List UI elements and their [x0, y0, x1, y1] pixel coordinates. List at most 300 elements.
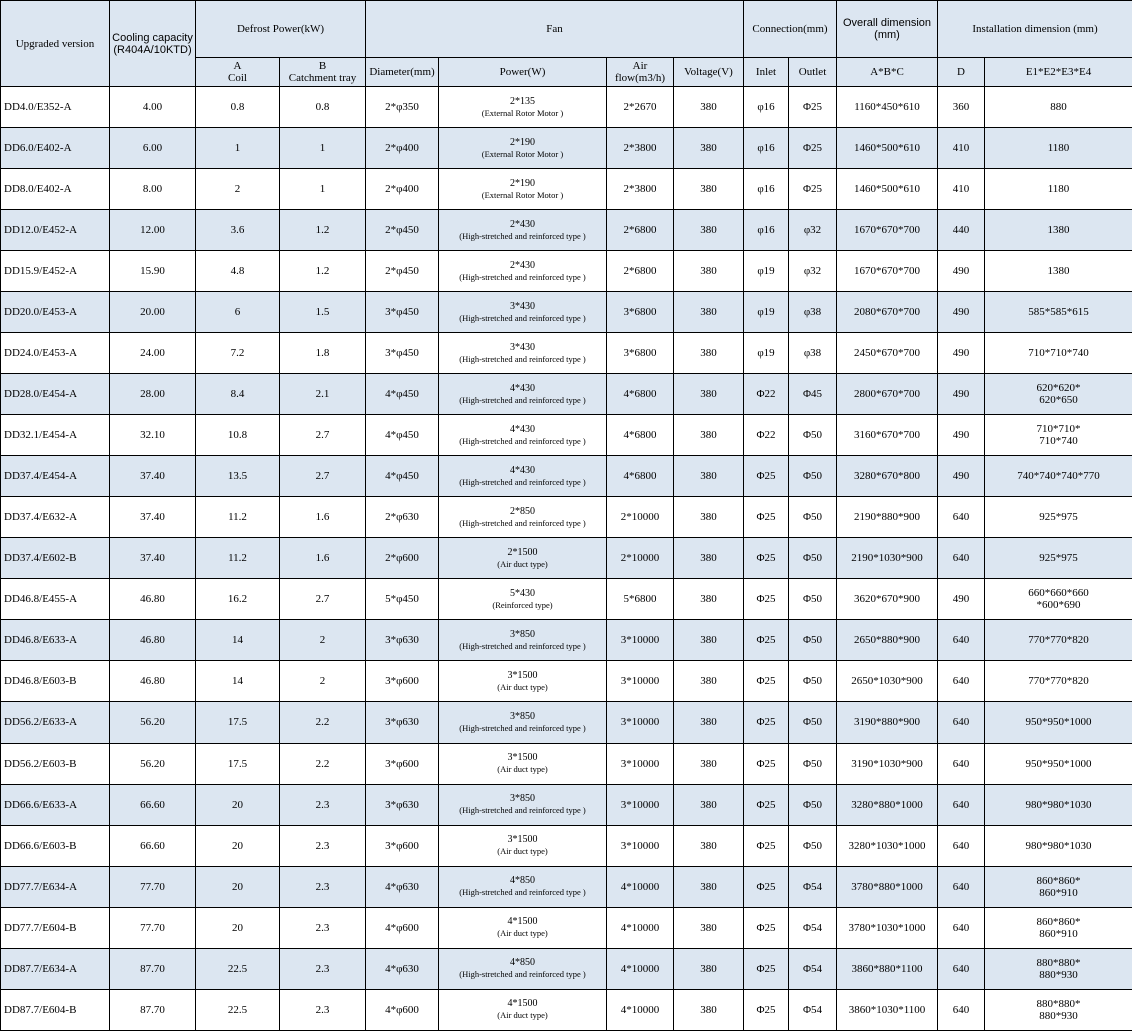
cell-fan-power [439, 415, 607, 456]
cell-capacity: 4.00 [110, 87, 196, 128]
cell-install-d: 410 [938, 169, 985, 210]
cell-defrost-tray: 1.2 [280, 251, 366, 292]
cell-model: DD8.0/E402-A [1, 169, 110, 210]
fan-power-value: 2*430 [510, 259, 535, 271]
cell-fan-diameter: 5*φ450 [366, 579, 439, 620]
cell-defrost-tray: 1.6 [280, 497, 366, 538]
cell-outlet: Φ50 [789, 620, 837, 661]
cell-install-d: 640 [938, 661, 985, 702]
table-row [1, 292, 1132, 333]
cell-voltage: 380 [674, 620, 744, 661]
cell-defrost-coil: 20 [196, 825, 280, 866]
cell-install-e: 620*620* 620*650 [985, 374, 1132, 415]
cell-model: DD6.0/E402-A [1, 128, 110, 169]
cell-voltage: 380 [674, 456, 744, 497]
cell-fan-power [439, 989, 607, 1030]
cell-defrost-coil: 20 [196, 784, 280, 825]
cell-overall: 1670*670*700 [837, 251, 938, 292]
cell-overall: 3860*880*1100 [837, 948, 938, 989]
cell-defrost-coil: 22.5 [196, 989, 280, 1030]
cell-install-d: 490 [938, 251, 985, 292]
cell-defrost-tray: 2.1 [280, 374, 366, 415]
cell-capacity: 77.70 [110, 866, 196, 907]
cell-capacity: 87.70 [110, 989, 196, 1030]
cell-overall: 2650*1030*900 [837, 661, 938, 702]
cell-fan-power [439, 374, 607, 415]
cell-install-e: 1380 [985, 251, 1132, 292]
table-row [1, 866, 1132, 907]
cell-overall: 3620*670*900 [837, 579, 938, 620]
cell-install-e: 950*950*1000 [985, 702, 1132, 743]
cell-model: DD24.0/E453-A [1, 333, 110, 374]
fan-power-type: (High-stretched and reinforced type ) [459, 230, 586, 241]
cell-fan-diameter: 2*φ400 [366, 128, 439, 169]
cell-fan-diameter: 2*φ450 [366, 210, 439, 251]
cell-model: DD37.4/E602-B [1, 538, 110, 579]
cell-voltage: 380 [674, 210, 744, 251]
cell-outlet: Φ50 [789, 579, 837, 620]
cell-capacity: 6.00 [110, 128, 196, 169]
cell-outlet: φ38 [789, 292, 837, 333]
table-row [1, 579, 1132, 620]
cell-model: DD66.6/E633-A [1, 784, 110, 825]
cell-overall: 2190*880*900 [837, 497, 938, 538]
cell-install-e: 950*950*1000 [985, 743, 1132, 784]
cell-defrost-coil: 20 [196, 907, 280, 948]
cell-install-e: 770*770*820 [985, 661, 1132, 702]
cell-outlet: Φ25 [789, 169, 837, 210]
cell-model: DD56.2/E633-A [1, 702, 110, 743]
cell-install-e: 770*770*820 [985, 620, 1132, 661]
cell-airflow: 4*10000 [607, 948, 674, 989]
cell-fan-power [439, 538, 607, 579]
cell-voltage: 380 [674, 784, 744, 825]
cell-outlet: Φ50 [789, 538, 837, 579]
cell-capacity: 20.00 [110, 292, 196, 333]
cell-overall: 3280*670*800 [837, 456, 938, 497]
cell-outlet: Φ54 [789, 948, 837, 989]
cell-fan-diameter: 3*φ450 [366, 292, 439, 333]
table-header [1, 1, 1132, 87]
cell-capacity: 87.70 [110, 948, 196, 989]
header-defrost-a: A Coil [196, 58, 280, 87]
cell-install-d: 490 [938, 456, 985, 497]
fan-power-type: (Reinforced type) [492, 599, 553, 610]
cell-defrost-coil: 8.4 [196, 374, 280, 415]
cell-model: DD77.7/E604-B [1, 907, 110, 948]
cell-defrost-tray: 2.3 [280, 784, 366, 825]
cell-install-d: 640 [938, 702, 985, 743]
fan-power-value: 2*190 [510, 177, 535, 189]
cell-outlet: φ32 [789, 251, 837, 292]
header-model: Upgraded version [1, 1, 110, 87]
fan-power-type: (External Rotor Motor ) [481, 148, 564, 159]
cell-voltage: 380 [674, 579, 744, 620]
cell-defrost-coil: 0.8 [196, 87, 280, 128]
cell-airflow: 4*10000 [607, 989, 674, 1030]
header-fan-airflow: Air flow(m3/h) [607, 58, 674, 87]
fan-power-value: 3*1500 [507, 752, 538, 764]
cell-fan-diameter: 3*φ630 [366, 784, 439, 825]
cell-inlet: φ16 [744, 128, 789, 169]
cell-inlet: Φ25 [744, 825, 789, 866]
cell-outlet: Φ50 [789, 702, 837, 743]
cell-defrost-coil: 17.5 [196, 743, 280, 784]
cell-voltage: 380 [674, 661, 744, 702]
cell-model: DD46.8/E603-B [1, 661, 110, 702]
cell-fan-diameter: 4*φ630 [366, 866, 439, 907]
cell-install-d: 640 [938, 989, 985, 1030]
cell-fan-diameter: 3*φ600 [366, 743, 439, 784]
cell-fan-diameter: 3*φ630 [366, 702, 439, 743]
cell-install-d: 640 [938, 743, 985, 784]
cell-capacity: 12.00 [110, 210, 196, 251]
cell-install-d: 490 [938, 374, 985, 415]
fan-power-value: 2*190 [510, 136, 535, 148]
cell-airflow: 2*3800 [607, 169, 674, 210]
fan-power-type: (High-stretched and reinforced type ) [459, 394, 586, 405]
cell-defrost-tray: 2.3 [280, 866, 366, 907]
table-row [1, 497, 1132, 538]
cell-defrost-tray: 2.3 [280, 907, 366, 948]
fan-power-value: 4*1500 [507, 916, 538, 928]
cell-install-e: 710*710* 710*740 [985, 415, 1132, 456]
cell-overall: 3780*880*1000 [837, 866, 938, 907]
cell-install-e: 1180 [985, 128, 1132, 169]
cell-capacity: 46.80 [110, 661, 196, 702]
cell-voltage: 380 [674, 866, 744, 907]
table-row [1, 948, 1132, 989]
cell-airflow: 2*10000 [607, 497, 674, 538]
fan-power-value: 2*850 [510, 505, 535, 517]
cell-fan-diameter: 4*φ600 [366, 989, 439, 1030]
cell-airflow: 4*10000 [607, 907, 674, 948]
cell-overall: 3190*880*900 [837, 702, 938, 743]
cell-outlet: Φ54 [789, 989, 837, 1030]
cell-inlet: Φ25 [744, 907, 789, 948]
fan-power-type: (High-stretched and reinforced type ) [459, 640, 586, 651]
cell-fan-diameter: 2*φ630 [366, 497, 439, 538]
cell-capacity: 37.40 [110, 497, 196, 538]
cell-overall: 1460*500*610 [837, 169, 938, 210]
cell-overall: 2650*880*900 [837, 620, 938, 661]
fan-power-value: 5*430 [510, 587, 535, 599]
cell-airflow: 5*6800 [607, 579, 674, 620]
cell-outlet: Φ25 [789, 87, 837, 128]
fan-power-type: (Air duct type) [497, 558, 548, 569]
table-row [1, 128, 1132, 169]
fan-power-type: (Air duct type) [497, 846, 548, 857]
cell-install-d: 490 [938, 292, 985, 333]
cell-airflow: 2*3800 [607, 128, 674, 169]
cell-fan-power [439, 210, 607, 251]
cell-inlet: Φ25 [744, 743, 789, 784]
cell-install-d: 640 [938, 497, 985, 538]
cell-outlet: Φ50 [789, 497, 837, 538]
cell-airflow: 4*10000 [607, 866, 674, 907]
cell-model: DD37.4/E454-A [1, 456, 110, 497]
table-row [1, 374, 1132, 415]
cell-install-d: 640 [938, 825, 985, 866]
cell-outlet: Φ50 [789, 661, 837, 702]
cell-install-e: 980*980*1030 [985, 784, 1132, 825]
table-row [1, 415, 1132, 456]
header-fan-voltage: Voltage(V) [674, 58, 744, 87]
cell-fan-power [439, 948, 607, 989]
cell-defrost-tray: 2.7 [280, 415, 366, 456]
header-conn-inlet: Inlet [744, 58, 789, 87]
cell-install-e: 880 [985, 87, 1132, 128]
cell-capacity: 28.00 [110, 374, 196, 415]
cell-outlet: Φ45 [789, 374, 837, 415]
cell-airflow: 3*10000 [607, 661, 674, 702]
cell-capacity: 46.80 [110, 579, 196, 620]
cell-model: DD28.0/E454-A [1, 374, 110, 415]
cell-fan-power [439, 825, 607, 866]
cell-capacity: 56.20 [110, 743, 196, 784]
cell-outlet: Φ54 [789, 907, 837, 948]
cell-defrost-tray: 2.7 [280, 579, 366, 620]
header-fan: Fan [366, 1, 744, 58]
fan-power-value: 4*1500 [507, 998, 538, 1010]
table-row [1, 661, 1132, 702]
cell-inlet: φ19 [744, 292, 789, 333]
cell-airflow: 2*10000 [607, 538, 674, 579]
cell-overall: 3280*880*1000 [837, 784, 938, 825]
cell-defrost-coil: 7.2 [196, 333, 280, 374]
cell-inlet: Φ25 [744, 456, 789, 497]
cell-fan-power [439, 333, 607, 374]
cell-outlet: Φ50 [789, 456, 837, 497]
cell-capacity: 77.70 [110, 907, 196, 948]
cell-overall: 2800*670*700 [837, 374, 938, 415]
cell-inlet: Φ25 [744, 620, 789, 661]
fan-power-value: 4*850 [510, 875, 535, 887]
cell-fan-power [439, 743, 607, 784]
cell-fan-power [439, 292, 607, 333]
cell-defrost-tray: 1.6 [280, 538, 366, 579]
fan-power-type: (External Rotor Motor ) [481, 107, 564, 118]
fan-power-type: (High-stretched and reinforced type ) [459, 271, 586, 282]
cell-defrost-tray: 1 [280, 169, 366, 210]
fan-power-value: 3*850 [510, 628, 535, 640]
cell-outlet: Φ54 [789, 866, 837, 907]
header-fan-diameter: Diameter(mm) [366, 58, 439, 87]
cell-outlet: φ32 [789, 210, 837, 251]
cell-install-e: 925*975 [985, 497, 1132, 538]
cell-fan-power [439, 169, 607, 210]
cell-defrost-coil: 11.2 [196, 538, 280, 579]
fan-power-type: (Air duct type) [497, 764, 548, 775]
table-row [1, 251, 1132, 292]
cell-voltage: 380 [674, 374, 744, 415]
cell-model: DD20.0/E453-A [1, 292, 110, 333]
cell-model: DD12.0/E452-A [1, 210, 110, 251]
cell-install-d: 640 [938, 948, 985, 989]
cell-voltage: 380 [674, 169, 744, 210]
cell-install-d: 490 [938, 333, 985, 374]
fan-power-type: (High-stretched and reinforced type ) [459, 435, 586, 446]
cell-defrost-coil: 2 [196, 169, 280, 210]
cell-airflow: 4*6800 [607, 415, 674, 456]
cell-model: DD32.1/E454-A [1, 415, 110, 456]
cell-inlet: φ19 [744, 333, 789, 374]
cell-defrost-tray: 1 [280, 128, 366, 169]
cell-airflow: 4*6800 [607, 456, 674, 497]
cell-install-e: 860*860* 860*910 [985, 866, 1132, 907]
cell-install-e: 980*980*1030 [985, 825, 1132, 866]
cell-install-d: 640 [938, 866, 985, 907]
cell-inlet: Φ25 [744, 784, 789, 825]
cell-fan-diameter: 3*φ600 [366, 661, 439, 702]
cell-model: DD87.7/E604-B [1, 989, 110, 1030]
fan-power-value: 4*430 [510, 382, 535, 394]
cell-airflow: 3*6800 [607, 292, 674, 333]
cell-install-e: 860*860* 860*910 [985, 907, 1132, 948]
cell-install-d: 640 [938, 784, 985, 825]
cell-fan-power [439, 661, 607, 702]
cell-defrost-coil: 20 [196, 866, 280, 907]
cell-fan-power [439, 702, 607, 743]
cell-install-d: 490 [938, 579, 985, 620]
cell-inlet: Φ22 [744, 415, 789, 456]
header-fan-power: Power(W) [439, 58, 607, 87]
cell-voltage: 380 [674, 415, 744, 456]
cell-fan-power [439, 128, 607, 169]
fan-power-type: (High-stretched and reinforced type ) [459, 312, 586, 323]
fan-power-type: (High-stretched and reinforced type ) [459, 517, 586, 528]
cell-inlet: φ16 [744, 169, 789, 210]
cell-voltage: 380 [674, 87, 744, 128]
cell-fan-diameter: 4*φ450 [366, 456, 439, 497]
cell-inlet: Φ22 [744, 374, 789, 415]
table-row [1, 743, 1132, 784]
fan-power-value: 2*1500 [507, 546, 538, 558]
cell-voltage: 380 [674, 497, 744, 538]
header-defrost-b: B Catchment tray [280, 58, 366, 87]
cell-fan-power [439, 620, 607, 661]
cell-voltage: 380 [674, 702, 744, 743]
cell-voltage: 380 [674, 907, 744, 948]
cell-defrost-tray: 0.8 [280, 87, 366, 128]
fan-power-value: 3*850 [510, 710, 535, 722]
cell-fan-diameter: 4*φ450 [366, 374, 439, 415]
cell-defrost-tray: 1.2 [280, 210, 366, 251]
cell-defrost-coil: 16.2 [196, 579, 280, 620]
fan-power-value: 3*430 [510, 341, 535, 353]
cell-inlet: Φ25 [744, 579, 789, 620]
table-row [1, 87, 1132, 128]
cell-overall: 1160*450*610 [837, 87, 938, 128]
cell-install-e: 740*740*740*770 [985, 456, 1132, 497]
cell-defrost-tray: 2.7 [280, 456, 366, 497]
cell-overall: 3860*1030*1100 [837, 989, 938, 1030]
cell-defrost-coil: 17.5 [196, 702, 280, 743]
fan-power-type: (Air duct type) [497, 681, 548, 692]
cell-install-d: 440 [938, 210, 985, 251]
cell-fan-diameter: 2*φ400 [366, 169, 439, 210]
fan-power-value: 3*430 [510, 300, 535, 312]
cell-defrost-coil: 22.5 [196, 948, 280, 989]
cell-overall: 2190*1030*900 [837, 538, 938, 579]
cell-capacity: 37.40 [110, 538, 196, 579]
cell-airflow: 3*10000 [607, 825, 674, 866]
cell-outlet: φ38 [789, 333, 837, 374]
cell-model: DD37.4/E632-A [1, 497, 110, 538]
cell-defrost-tray: 2.3 [280, 948, 366, 989]
cell-fan-diameter: 4*φ450 [366, 415, 439, 456]
cell-capacity: 66.60 [110, 784, 196, 825]
header-overall: Overall dimension (mm) [837, 1, 938, 58]
cell-defrost-tray: 2.3 [280, 825, 366, 866]
fan-power-value: 4*850 [510, 957, 535, 969]
cell-voltage: 380 [674, 251, 744, 292]
cell-outlet: Φ50 [789, 784, 837, 825]
cell-install-d: 410 [938, 128, 985, 169]
cell-voltage: 380 [674, 292, 744, 333]
cell-defrost-coil: 13.5 [196, 456, 280, 497]
header-cooling: Cooling capacity (R404A/10KTD) [110, 1, 196, 87]
table-row [1, 210, 1132, 251]
cell-inlet: φ16 [744, 210, 789, 251]
cell-fan-power [439, 456, 607, 497]
cell-capacity: 15.90 [110, 251, 196, 292]
cell-fan-diameter: 3*φ630 [366, 620, 439, 661]
fan-power-value: 2*430 [510, 218, 535, 230]
cell-overall: 3280*1030*1000 [837, 825, 938, 866]
cell-defrost-coil: 1 [196, 128, 280, 169]
table-row [1, 825, 1132, 866]
table-row [1, 907, 1132, 948]
fan-power-value: 2*135 [510, 95, 535, 107]
header-install: Installation dimension (mm) [938, 1, 1132, 58]
cell-install-d: 640 [938, 620, 985, 661]
fan-power-value: 3*1500 [507, 834, 538, 846]
cell-install-e: 925*975 [985, 538, 1132, 579]
cell-install-d: 360 [938, 87, 985, 128]
cell-overall: 2450*670*700 [837, 333, 938, 374]
cell-install-d: 490 [938, 415, 985, 456]
cell-defrost-coil: 14 [196, 620, 280, 661]
table-row [1, 620, 1132, 661]
cell-defrost-tray: 2 [280, 620, 366, 661]
cell-fan-diameter: 2*φ450 [366, 251, 439, 292]
cell-overall: 3190*1030*900 [837, 743, 938, 784]
cell-airflow: 3*10000 [607, 743, 674, 784]
cell-voltage: 380 [674, 128, 744, 169]
cell-overall: 3160*670*700 [837, 415, 938, 456]
header-connection: Connection(mm) [744, 1, 837, 58]
cell-capacity: 46.80 [110, 620, 196, 661]
cell-install-d: 640 [938, 538, 985, 579]
cell-defrost-coil: 11.2 [196, 497, 280, 538]
cell-model: DD66.6/E603-B [1, 825, 110, 866]
cell-voltage: 380 [674, 743, 744, 784]
table-row [1, 456, 1132, 497]
cell-inlet: Φ25 [744, 538, 789, 579]
fan-power-type: (High-stretched and reinforced type ) [459, 887, 586, 898]
cell-voltage: 380 [674, 538, 744, 579]
table-row [1, 333, 1132, 374]
cell-install-e: 710*710*740 [985, 333, 1132, 374]
fan-power-value: 3*1500 [507, 669, 538, 681]
table-row [1, 169, 1132, 210]
table-row [1, 538, 1132, 579]
cell-defrost-tray: 2.3 [280, 989, 366, 1030]
cell-capacity: 24.00 [110, 333, 196, 374]
cell-defrost-tray: 1.8 [280, 333, 366, 374]
cell-defrost-coil: 6 [196, 292, 280, 333]
